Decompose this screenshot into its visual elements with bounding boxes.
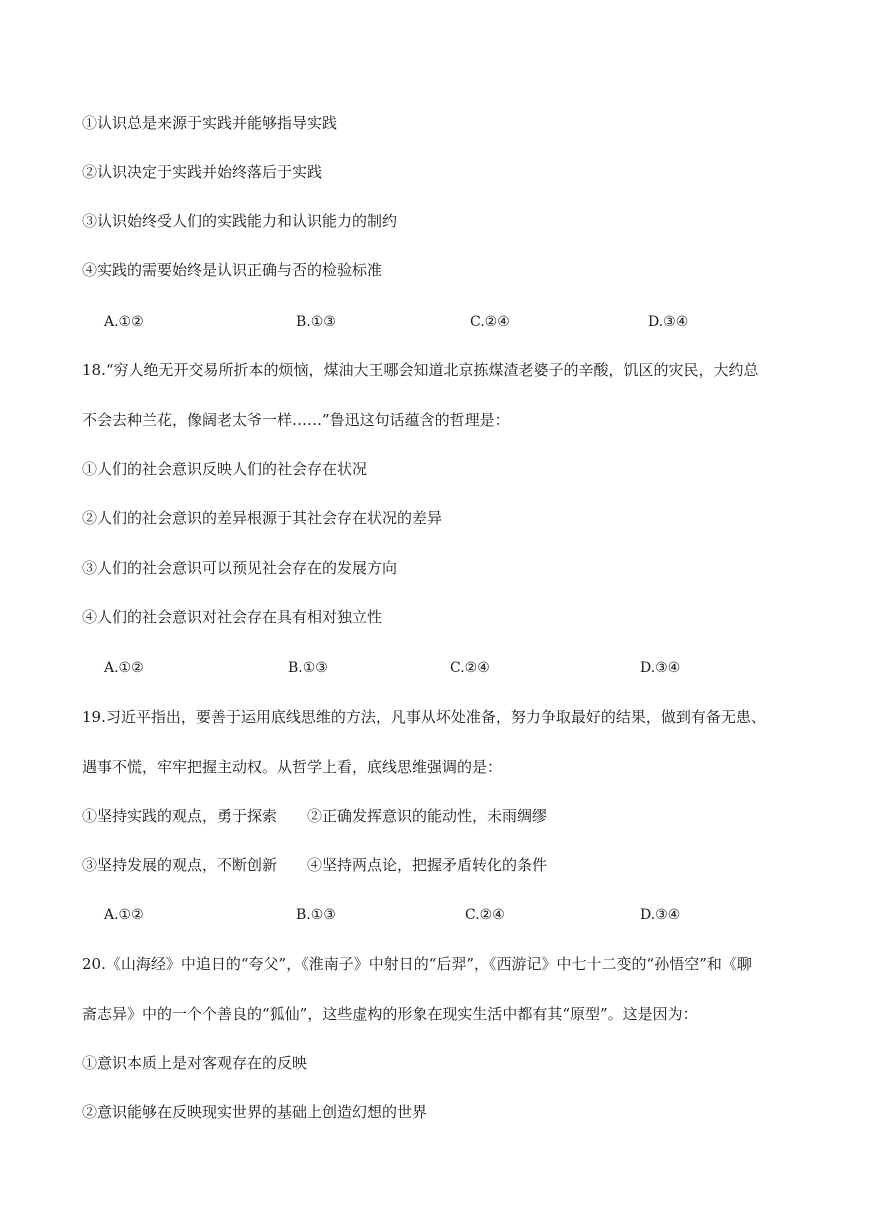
q18-option-b[interactable]: B.①③ — [288, 660, 328, 676]
q17-statement-2: ②认识决定于实践并始终落后于实践 — [82, 163, 323, 181]
q19-option-c[interactable]: C.②④ — [465, 907, 505, 923]
q17-option-c[interactable]: C.②④ — [470, 314, 510, 330]
q17-statement-4: ④实践的需要始终是认识正确与否的检验标准 — [82, 261, 383, 279]
q20-statement-2: ②意识能够在反映现实世界的基础上创造幻想的世界 — [82, 1103, 428, 1121]
q19-option-b[interactable]: B.①③ — [296, 907, 336, 923]
q19-statements-row-2: ③坚持发展的观点，不断创新 ④坚持两点论，把握矛盾转化的条件 — [82, 856, 548, 874]
q20-stem-line-2: 斋志异》中的一个个善良的“狐仙”，这些虚构的形象在现实生活中都有其“原型”。这是因为： — [82, 1005, 698, 1023]
q18-stem-line-1: 18.“穷人绝无开交易所折本的烦恼，煤油大王哪会知道北京拣煤渣老婆子的辛酸，饥区的灾民，大约总 — [82, 361, 759, 379]
q18-option-d[interactable]: D.③④ — [640, 660, 681, 676]
q19-option-a[interactable]: A.①② — [104, 907, 144, 923]
q17-option-a[interactable]: A.①② — [104, 314, 144, 330]
q18-stem-line-2: 不会去种兰花，像阔老太爷一样……”鲁迅这句话蕴含的哲理是： — [82, 411, 510, 429]
q18-statement-3: ③人们的社会意识可以预见社会存在的发展方向 — [82, 559, 398, 577]
q18-statement-2: ②人们的社会意识的差异根源于其社会存在状况的差异 — [82, 509, 443, 527]
q20-statement-1: ①意识本质上是对客观存在的反映 — [82, 1054, 308, 1072]
q18-statement-4: ④人们的社会意识对社会存在具有相对独立性 — [82, 608, 383, 626]
q18-statement-1: ①人们的社会意识反映人们的社会存在状况 — [82, 460, 368, 478]
q17-statement-3: ③认识始终受人们的实践能力和认识能力的制约 — [82, 212, 398, 230]
q17-option-d[interactable]: D.③④ — [648, 314, 689, 330]
q20-stem-line-1: 20.《山海经》中追日的“夸父”，《淮南子》中射日的“后羿”，《西游记》中七十二变的“孙悟空”和《聊 — [82, 955, 752, 973]
q17-option-b[interactable]: B.①③ — [296, 314, 336, 330]
q19-statements-row-1: ①坚持实践的观点，勇于探索 ②正确发挥意识的能动性，未雨绸缪 — [82, 807, 548, 825]
q19-stem-line-2: 遇事不慌，牢牢把握主动权。从哲学上看，底线思维强调的是： — [82, 758, 503, 776]
q17-statement-1: ①认识总是来源于实践并能够指导实践 — [82, 114, 338, 132]
q18-option-a[interactable]: A.①② — [104, 660, 144, 676]
q19-option-d[interactable]: D.③④ — [640, 907, 681, 923]
q18-option-c[interactable]: C.②④ — [450, 660, 490, 676]
q19-stem-line-1: 19.习近平指出，要善于运用底线思维的方法，凡事从坏处准备，努力争取最好的结果，做到有备无患、 — [82, 708, 766, 726]
